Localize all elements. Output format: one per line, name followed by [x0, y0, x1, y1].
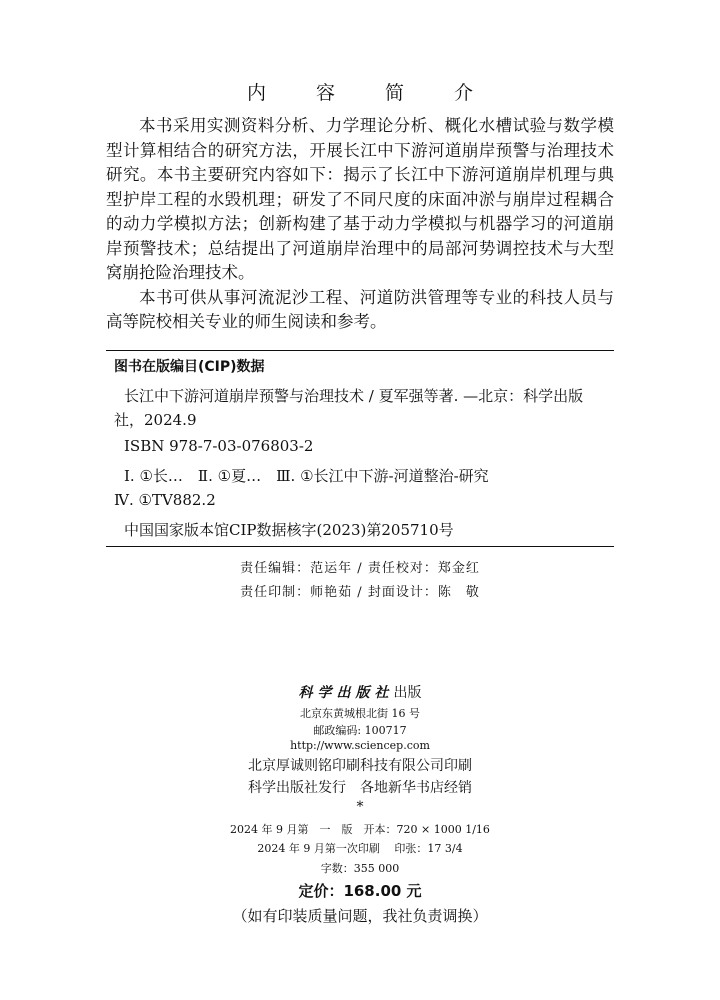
- edition-line-2: 2024 年 9 月第一次印刷 印张：17 3/4: [257, 842, 463, 855]
- cip-heading: 图书在版编目(CIP)数据: [114, 359, 265, 375]
- quality-note: （如有印装质量问题，我社负责调换）: [232, 907, 488, 925]
- cip-citation-line-1: 长江中下游河道崩岸预警与治理技术 / 夏军强等著. —北京：科学出版: [124, 387, 584, 405]
- publisher-suffix: 出版: [393, 685, 422, 701]
- cip-citation-line-2: 社，2024.9: [114, 411, 197, 429]
- cip-isbn: ISBN 978-7-03-076803-2: [124, 437, 314, 455]
- price: 定价：168.00 元: [298, 882, 422, 900]
- publisher-logo: 科学出版社: [298, 685, 394, 701]
- staff-line-2: 责任印制：师艳茹 / 封面设计：陈 敬: [240, 585, 480, 600]
- distribution-line: 科学出版社发行 各地新华书店经销: [248, 780, 472, 796]
- printer-line: 北京厚诚则铭印刷科技有限公司印刷: [248, 758, 472, 774]
- cip-class-line-1: Ⅰ. ①长… Ⅱ. ①夏… Ⅲ. ①长江中下游-河道整治-研究: [124, 467, 489, 485]
- staff-line-1: 责任编辑：范运年 / 责任校对：郑金红: [240, 561, 480, 576]
- summary-paragraph-1: 本书采用实测资料分析、力学理论分析、概化水槽试验与数学模型计算相结合的研究方法，开展长江中下游河道崩岸预警与治理技术研究。本书主要研究内容如下：揭示了长江中下游河道崩岸机理与典型护岸工程的水毁机理；研发了不同尺度的床面冲淤与崩岸过程耦合的动力学模拟方法；创新构建了基于动力学模拟与机器学习的河道崩岸预警技术；总结提出了河道崩岸治理中的局部河势调控技术与大型窝崩抢险治理技术。: [106, 116, 614, 282]
- edition-line-3: 字数：355 000: [320, 862, 400, 875]
- page-title: 内 容 简 介: [246, 82, 496, 104]
- summary-paragraph-2: 本书可供从事河流泥沙工程、河道防洪管理等专业的科技人员与高等院校相关专业的师生阅读和参考。: [106, 287, 614, 331]
- cip-class-line-2: Ⅳ. ①TV882.2: [114, 491, 216, 509]
- publisher-url: http://www.sciencep.com: [290, 739, 430, 752]
- publisher-postcode: 邮政编码: 100717: [313, 724, 407, 737]
- publisher-address: 北京东黄城根北街 16 号: [300, 707, 420, 720]
- cip-record-number: 中国国家版本馆CIP数据核字(2023)第205710号: [124, 521, 454, 539]
- cip-block: [106, 350, 614, 547]
- star-separator: *: [356, 799, 364, 815]
- publisher-line: [0, 682, 720, 702]
- edition-line-1: 2024 年 9 月第 一 版 开本：720 × 1000 1/16: [230, 823, 490, 836]
- summary-section: [106, 114, 614, 335]
